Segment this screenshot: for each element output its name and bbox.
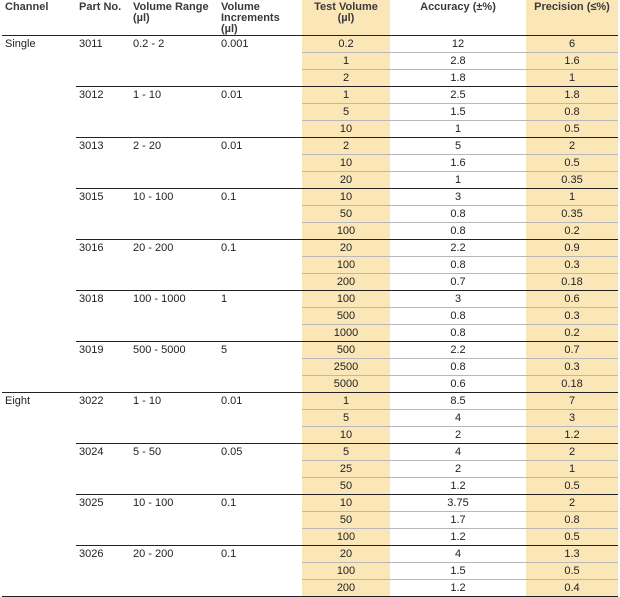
test-volume-cell: 10 <box>302 121 390 138</box>
part-number-cell: 3019 <box>76 342 130 393</box>
test-volume-cell: 10 <box>302 189 390 206</box>
precision-cell: 0.3 <box>526 257 618 274</box>
header-accuracy <box>390 0 526 36</box>
volume-increments-cell: 0.1 <box>218 240 302 291</box>
volume-increments-cell: 0.1 <box>218 546 302 597</box>
header-test-volume-text: Test Volume (µl) <box>314 1 378 24</box>
accuracy-cell: 0.8 <box>390 308 526 325</box>
table-row <box>2 87 618 104</box>
accuracy-cell: 2.2 <box>390 240 526 257</box>
part-number-cell: 3026 <box>76 546 130 597</box>
accuracy-cell: 0.8 <box>390 257 526 274</box>
precision-cell: 1.2 <box>526 427 618 444</box>
test-volume-cell: 500 <box>302 308 390 325</box>
accuracy-cell: 2.8 <box>390 53 526 70</box>
volume-increments-cell: 5 <box>218 342 302 393</box>
precision-cell: 0.6 <box>526 291 618 308</box>
accuracy-cell: 2 <box>390 461 526 478</box>
header-volume-increments-text: Volume Increments (µl) <box>221 1 280 35</box>
volume-range-cell: 5 - 50 <box>130 444 218 495</box>
accuracy-cell: 0.8 <box>390 359 526 376</box>
part-number-cell: 3018 <box>76 291 130 342</box>
test-volume-cell: 200 <box>302 580 390 597</box>
volume-range-cell: 2 - 20 <box>130 138 218 189</box>
test-volume-cell: 5 <box>302 410 390 427</box>
test-volume-cell: 100 <box>302 257 390 274</box>
accuracy-cell: 1 <box>390 121 526 138</box>
accuracy-cell: 0.8 <box>390 325 526 342</box>
volume-range-cell: 500 - 5000 <box>130 342 218 393</box>
table-row <box>2 138 618 155</box>
test-volume-cell: 20 <box>302 546 390 563</box>
precision-cell: 0.5 <box>526 563 618 580</box>
table-row <box>2 393 618 410</box>
volume-range-cell: 0.2 - 2 <box>130 36 218 87</box>
header-channel: Channel <box>2 0 76 36</box>
volume-increments-cell: 1 <box>218 291 302 342</box>
volume-range-cell: 20 - 200 <box>130 546 218 597</box>
part-number-cell: 3012 <box>76 87 130 138</box>
test-volume-cell: 10 <box>302 495 390 512</box>
part-number-cell: 3015 <box>76 189 130 240</box>
precision-cell: 3 <box>526 410 618 427</box>
test-volume-cell: 50 <box>302 478 390 495</box>
test-volume-cell: 25 <box>302 461 390 478</box>
precision-cell: 0.5 <box>526 529 618 546</box>
accuracy-cell: 2.5 <box>390 87 526 104</box>
accuracy-cell: 2 <box>390 427 526 444</box>
precision-cell: 0.7 <box>526 342 618 359</box>
accuracy-cell: 4 <box>390 546 526 563</box>
table-row <box>2 189 618 206</box>
precision-cell: 7 <box>526 393 618 410</box>
test-volume-cell: 5 <box>302 104 390 121</box>
part-number-cell: 3025 <box>76 495 130 546</box>
header-precision-text: Precision (≤%) <box>534 1 610 13</box>
accuracy-cell: 1.7 <box>390 512 526 529</box>
test-volume-cell: 100 <box>302 223 390 240</box>
table-row <box>2 36 618 53</box>
pipette-spec-table <box>2 0 618 597</box>
precision-cell: 6 <box>526 36 618 53</box>
test-volume-cell: 50 <box>302 512 390 529</box>
precision-cell: 0.3 <box>526 308 618 325</box>
spec-table-body <box>2 36 618 597</box>
channel-cell: Eight <box>2 393 76 597</box>
header-volume-range <box>130 0 218 36</box>
table-row <box>2 291 618 308</box>
channel-cell: Single <box>2 36 76 393</box>
test-volume-cell: 10 <box>302 427 390 444</box>
volume-increments-cell: 0.01 <box>218 393 302 444</box>
table-row <box>2 495 618 512</box>
header-test-volume <box>302 0 390 36</box>
test-volume-cell: 1 <box>302 87 390 104</box>
accuracy-cell: 1.2 <box>390 478 526 495</box>
test-volume-cell: 20 <box>302 240 390 257</box>
volume-range-cell: 20 - 200 <box>130 240 218 291</box>
precision-cell: 0.4 <box>526 580 618 597</box>
volume-increments-cell: 0.01 <box>218 138 302 189</box>
precision-cell: 2 <box>526 138 618 155</box>
precision-cell: 0.2 <box>526 223 618 240</box>
test-volume-cell: 2500 <box>302 359 390 376</box>
accuracy-cell: 0.6 <box>390 376 526 393</box>
precision-cell: 0.35 <box>526 206 618 223</box>
test-volume-cell: 5 <box>302 444 390 461</box>
precision-cell: 0.9 <box>526 240 618 257</box>
header-volume-increments <box>218 0 302 36</box>
test-volume-cell: 2 <box>302 138 390 155</box>
accuracy-cell: 2.2 <box>390 342 526 359</box>
header-row <box>2 0 618 36</box>
accuracy-cell: 1.6 <box>390 155 526 172</box>
volume-increments-cell: 0.05 <box>218 444 302 495</box>
volume-increments-cell: 0.1 <box>218 495 302 546</box>
table-row <box>2 342 618 359</box>
accuracy-cell: 3 <box>390 291 526 308</box>
test-volume-cell: 1000 <box>302 325 390 342</box>
precision-cell: 0.3 <box>526 359 618 376</box>
test-volume-cell: 5000 <box>302 376 390 393</box>
part-number-cell: 3016 <box>76 240 130 291</box>
accuracy-cell: 1.5 <box>390 563 526 580</box>
precision-cell: 0.18 <box>526 376 618 393</box>
precision-cell: 0.5 <box>526 478 618 495</box>
table-row <box>2 444 618 461</box>
precision-cell: 1 <box>526 189 618 206</box>
table-row <box>2 546 618 563</box>
test-volume-cell: 20 <box>302 172 390 189</box>
header-precision <box>526 0 618 36</box>
accuracy-cell: 12 <box>390 36 526 53</box>
volume-range-cell: 1 - 10 <box>130 393 218 444</box>
volume-range-cell: 10 - 100 <box>130 495 218 546</box>
header-volume-range-text: Volume Range (µl) <box>133 1 209 24</box>
precision-cell: 0.5 <box>526 155 618 172</box>
accuracy-cell: 3.75 <box>390 495 526 512</box>
test-volume-cell: 1 <box>302 53 390 70</box>
accuracy-cell: 3 <box>390 189 526 206</box>
test-volume-cell: 1 <box>302 393 390 410</box>
volume-range-cell: 100 - 1000 <box>130 291 218 342</box>
precision-cell: 1.6 <box>526 53 618 70</box>
precision-cell: 1.3 <box>526 546 618 563</box>
accuracy-cell: 4 <box>390 410 526 427</box>
precision-cell: 0.8 <box>526 104 618 121</box>
test-volume-cell: 10 <box>302 155 390 172</box>
precision-cell: 0.5 <box>526 121 618 138</box>
part-number-cell: 3024 <box>76 444 130 495</box>
accuracy-cell: 1.2 <box>390 580 526 597</box>
precision-cell: 0.2 <box>526 325 618 342</box>
precision-cell: 0.8 <box>526 512 618 529</box>
accuracy-cell: 1 <box>390 172 526 189</box>
precision-cell: 1 <box>526 461 618 478</box>
volume-increments-cell: 0.001 <box>218 36 302 87</box>
test-volume-cell: 100 <box>302 563 390 580</box>
test-volume-cell: 100 <box>302 529 390 546</box>
precision-cell: 1 <box>526 70 618 87</box>
precision-cell: 2 <box>526 444 618 461</box>
accuracy-cell: 8.5 <box>390 393 526 410</box>
volume-range-cell: 10 - 100 <box>130 189 218 240</box>
accuracy-cell: 0.8 <box>390 206 526 223</box>
test-volume-cell: 500 <box>302 342 390 359</box>
accuracy-cell: 4 <box>390 444 526 461</box>
precision-cell: 0.18 <box>526 274 618 291</box>
accuracy-cell: 5 <box>390 138 526 155</box>
precision-cell: 2 <box>526 495 618 512</box>
table-row <box>2 240 618 257</box>
accuracy-cell: 1.5 <box>390 104 526 121</box>
test-volume-cell: 50 <box>302 206 390 223</box>
part-number-cell: 3022 <box>76 393 130 444</box>
header-part-no: Part No. <box>76 0 130 36</box>
test-volume-cell: 2 <box>302 70 390 87</box>
volume-increments-cell: 0.1 <box>218 189 302 240</box>
precision-cell: 1.8 <box>526 87 618 104</box>
volume-range-cell: 1 - 10 <box>130 87 218 138</box>
test-volume-cell: 200 <box>302 274 390 291</box>
part-number-cell: 3013 <box>76 138 130 189</box>
test-volume-cell: 0.2 <box>302 36 390 53</box>
precision-cell: 0.35 <box>526 172 618 189</box>
volume-increments-cell: 0.01 <box>218 87 302 138</box>
accuracy-cell: 0.8 <box>390 223 526 240</box>
header-accuracy-text: Accuracy (±%) <box>420 1 496 13</box>
test-volume-cell: 100 <box>302 291 390 308</box>
accuracy-cell: 0.7 <box>390 274 526 291</box>
part-number-cell: 3011 <box>76 36 130 87</box>
accuracy-cell: 1.8 <box>390 70 526 87</box>
accuracy-cell: 1.2 <box>390 529 526 546</box>
